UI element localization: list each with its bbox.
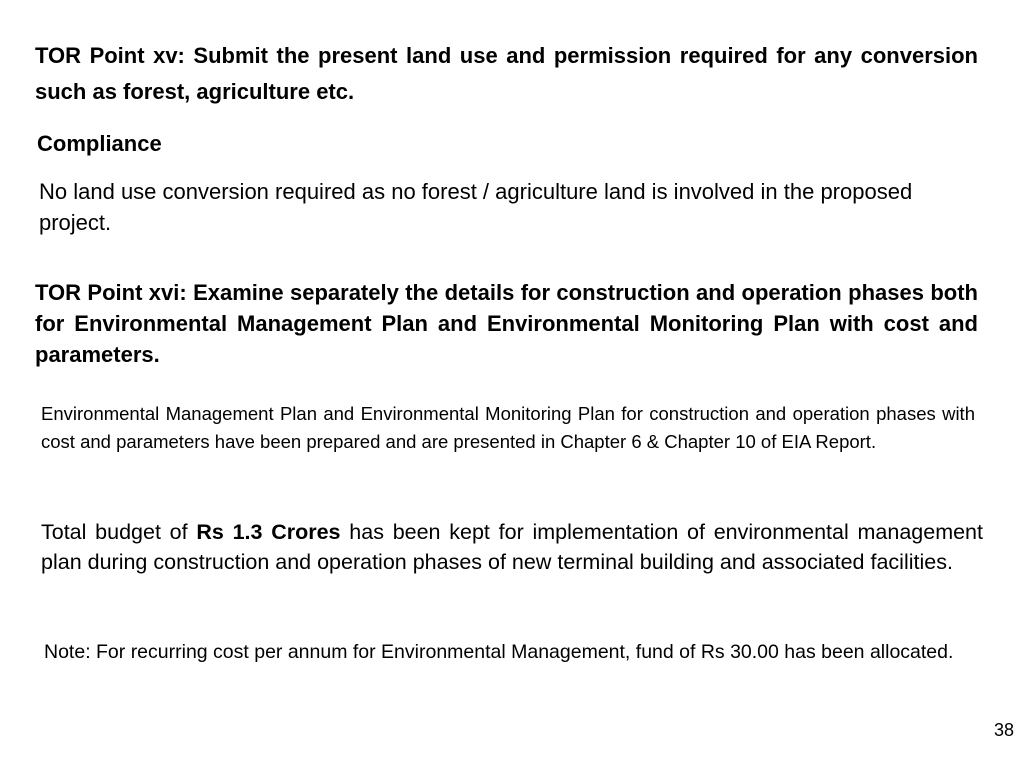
tor-point-xvi-heading: TOR Point xvi: Examine separately the details for construction and operation phases both for Environmental Management Plan and Environmental Monitoring Plan with cost and parameters. [35,280,978,367]
emp-response-text: Environmental Management Plan and Environmental Monitoring Plan for construction and operation phases with cost and parameters have been prepared and are presented in Chapter 6 & Chapter 10 of EIA Report. [41,403,975,452]
page-number: 38 [993,720,1014,740]
budget-paragraph [41,518,983,577]
compliance-heading: Compliance [37,131,162,156]
note-text: Note: For recurring cost per annum for Environmental Management, fund of Rs 30.00 has been allocated. [44,641,954,663]
budget-amount: Rs 1.3 Crores [196,520,341,544]
budget-suffix: has been kept for implementation of environmental management plan during construction and operation phases of new terminal building and associated facilities. [41,520,983,574]
compliance-text: No land use conversion required as no forest / agriculture land is involved in the proposed project. [39,179,913,235]
tor-point-xv-heading: TOR Point xv: Submit the present land use and permission required for any conversion such as forest, agriculture etc. [35,43,978,104]
budget-prefix: Total budget of [41,520,197,544]
